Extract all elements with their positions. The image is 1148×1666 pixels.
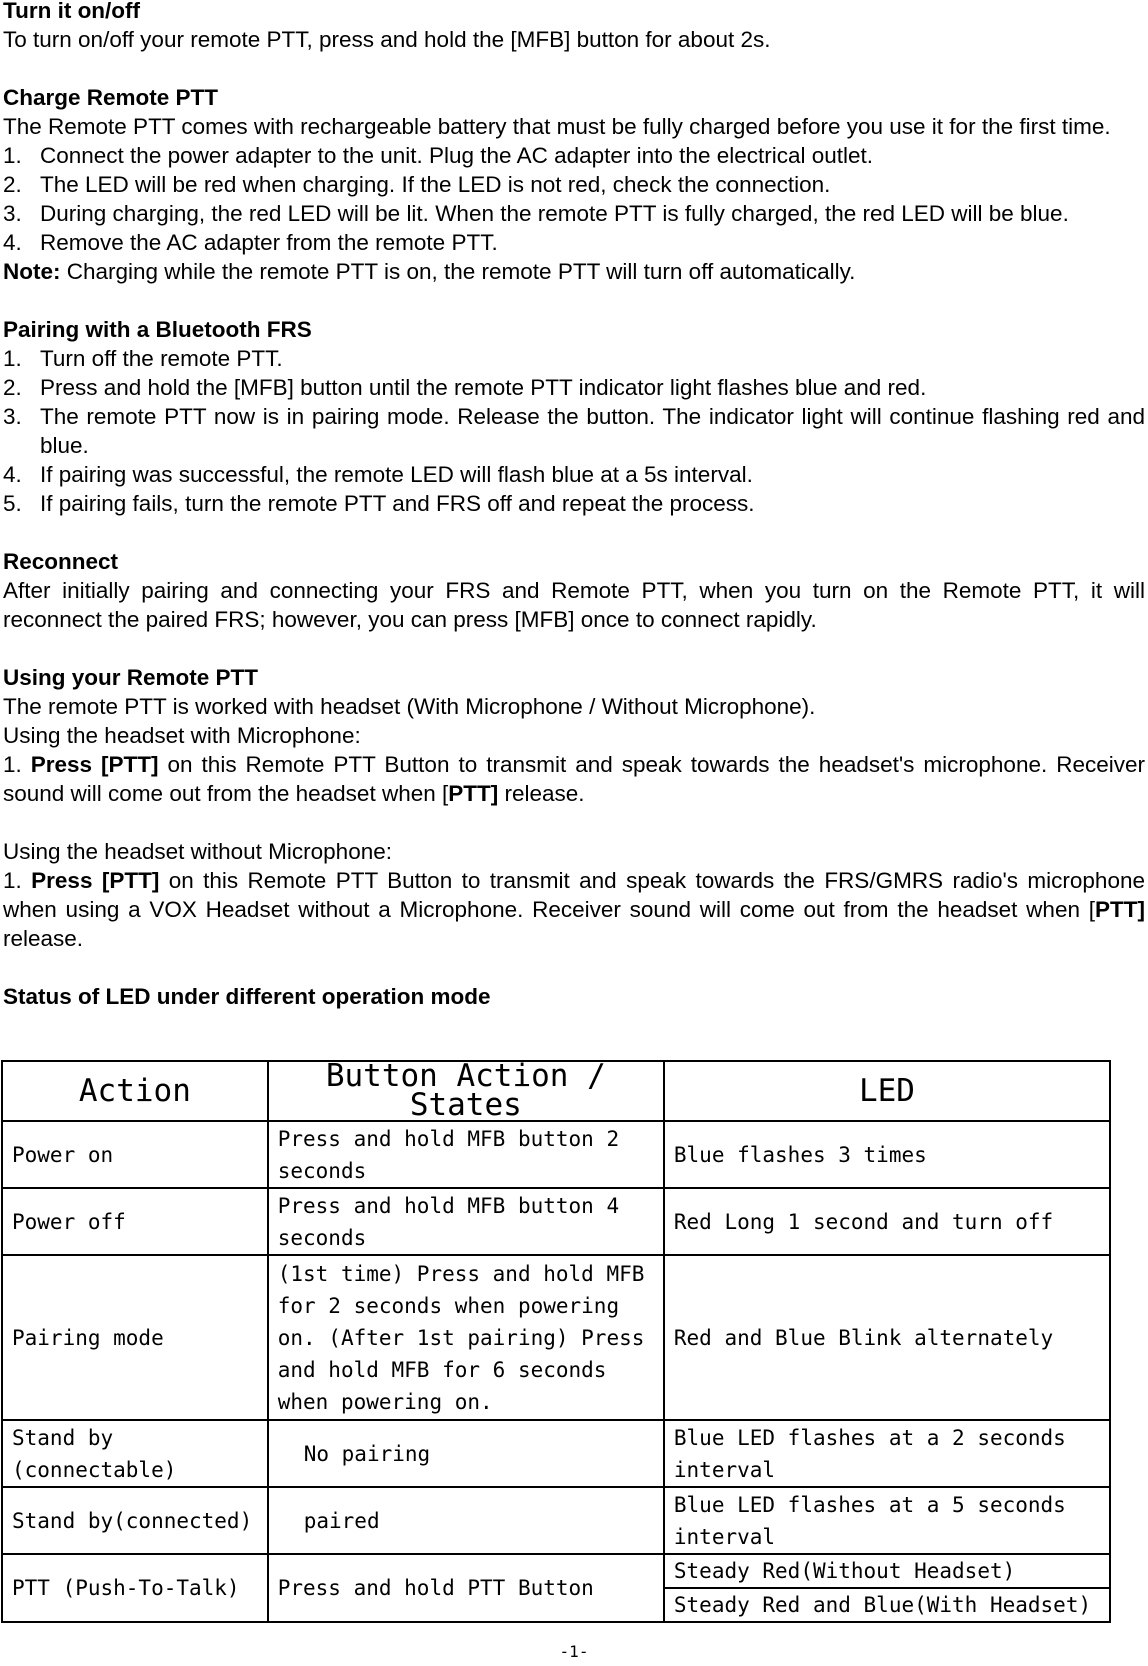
cell-action: Power off <box>2 1188 268 1255</box>
table-row <box>2 1554 1110 1588</box>
header-led: LED <box>664 1061 1110 1121</box>
cell-led: Blue LED flashes at a 5 seconds interval <box>664 1487 1110 1554</box>
without-mic-step: 1. Press [PTT] on this Remote PTT Button to transmit and speak towards the FRS/GMRS radio's microphone when using a VOX Headset without a Microphone. Receiver sound will come out from the headset when [PTT] release. <box>3 868 1145 951</box>
table-row <box>2 1121 1110 1188</box>
section-title-led-status: Status of LED under different operation mode <box>3 984 491 1009</box>
table-row <box>2 1255 1110 1420</box>
header-action: Action <box>2 1061 268 1121</box>
header-button-action: Button Action / States <box>268 1061 664 1121</box>
charge-note: Note: Charging while the remote PTT is on, the remote PTT will turn off automatically. <box>3 259 856 284</box>
charge-steps <box>3 141 1145 257</box>
section-title-using: Using your Remote PTT <box>3 665 259 690</box>
list-item: 1. Turn off the remote PTT. <box>3 346 283 371</box>
list-item: 4. Remove the AC adapter from the remote PTT. <box>3 230 498 255</box>
reconnect-body: After initially pairing and connecting your FRS and Remote PTT, when you turn on the Remote PTT, it will reconnect the paired FRS; however, you can press [MFB] once to connect rapidly. <box>3 578 1145 632</box>
list-item: 2. The LED will be red when charging. If the LED is not red, check the connection. <box>3 172 831 197</box>
cell-action: Stand by (connectable) <box>2 1420 268 1487</box>
note-label: Note: <box>3 259 61 284</box>
cell-button: paired <box>268 1487 664 1554</box>
cell-button: No pairing <box>268 1420 664 1487</box>
list-item: 1. Connect the power adapter to the unit. Plug the AC adapter into the electrical outlet. <box>3 143 874 168</box>
page-number: -1- <box>559 1642 589 1661</box>
list-item: 3. During charging, the red LED will be lit. When the remote PTT is fully charged, the red LED will be blue. <box>3 201 1069 226</box>
list-item: 3. The remote PTT now is in pairing mode. Release the button. The indicator light will continue flashing red and blue. <box>3 404 1145 458</box>
with-mic-step: 1. Press [PTT] on this Remote PTT Button to transmit and speak towards the headset's microphone. Receiver sound will come out from the headset when [PTT] release. <box>3 752 1145 806</box>
cell-led: Blue LED flashes at a 2 seconds interval <box>664 1420 1110 1487</box>
cell-button: Press and hold MFB button 4 seconds <box>268 1188 664 1255</box>
table-row <box>2 1420 1110 1487</box>
cell-led: Steady Red(Without Headset) <box>664 1554 1110 1588</box>
pairing-steps <box>3 344 1145 518</box>
list-item: 5. If pairing fails, turn the remote PTT and FRS off and repeat the process. <box>3 491 755 516</box>
list-item: 2. Press and hold the [MFB] button until the remote PTT indicator light flashes blue and red. <box>3 375 927 400</box>
section-title-reconnect: Reconnect <box>3 549 119 574</box>
cell-button: Press and hold MFB button 2 seconds <box>268 1121 664 1188</box>
turn-body: To turn on/off your remote PTT, press and hold the [MFB] button for about 2s. <box>3 27 771 52</box>
cell-led: Blue flashes 3 times <box>664 1121 1110 1188</box>
with-mic-label: Using the headset with Microphone: <box>3 723 361 748</box>
document-page <box>3 0 1145 1011</box>
without-mic-label: Using the headset without Microphone: <box>3 839 392 864</box>
cell-action: Stand by(connected) <box>2 1487 268 1554</box>
section-title-charge: Charge Remote PTT <box>3 85 219 110</box>
cell-action: Power on <box>2 1121 268 1188</box>
cell-led: Steady Red and Blue(With Headset) <box>664 1588 1110 1622</box>
table-row <box>2 1487 1110 1554</box>
section-title-pairing: Pairing with a Bluetooth FRS <box>3 317 312 342</box>
table-row <box>2 1188 1110 1255</box>
cell-action: Pairing mode <box>2 1255 268 1420</box>
section-title-turn: Turn it on/off <box>3 0 141 23</box>
using-intro: The remote PTT is worked with headset (With Microphone / Without Microphone). <box>3 694 816 719</box>
cell-led: Red Long 1 second and turn off <box>664 1188 1110 1255</box>
table-header-row <box>2 1061 1110 1121</box>
cell-button: (1st time) Press and hold MFB for 2 seconds when powering on. (After 1st pairing) Press and hold MFB for 6 seconds when powering on. <box>268 1255 664 1420</box>
led-status-table <box>1 1060 1111 1623</box>
charge-body: The Remote PTT comes with rechargeable battery that must be fully charged before you use it for the first time. <box>3 114 1111 139</box>
list-item: 4. If pairing was successful, the remote LED will flash blue at a 5s interval. <box>3 462 753 487</box>
cell-led: Red and Blue Blink alternately <box>664 1255 1110 1420</box>
cell-button: Press and hold PTT Button <box>268 1554 664 1622</box>
cell-action: PTT (Push-To-Talk) <box>2 1554 268 1622</box>
